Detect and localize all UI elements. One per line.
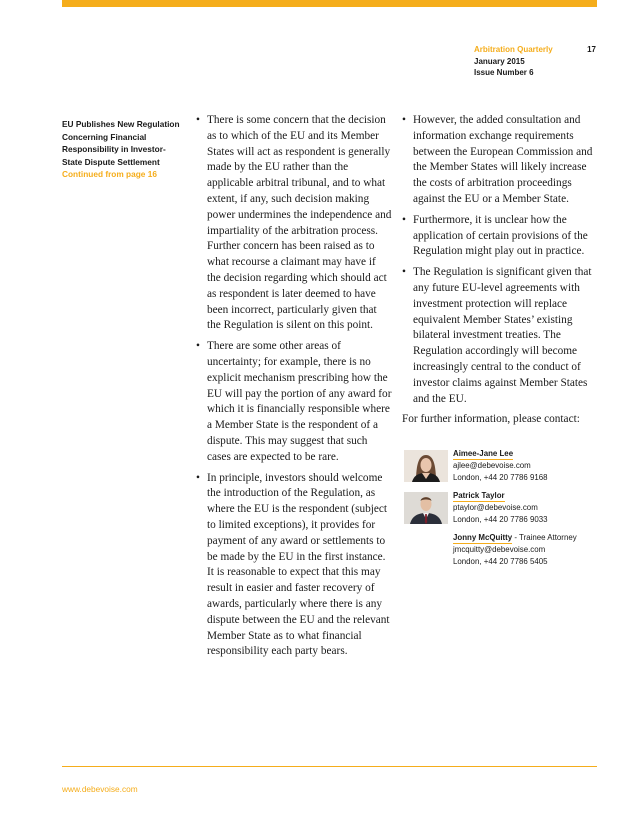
bullet-item: • In principle, investors should welcome the introduction of the Regulation, as where the EU is the respondent (subject to limited exceptions), it provides for payment of any award or settlements to be made by the EU in the first instance. It is reasonable to expect that this may result in easier and faster recovery of awards, particularly where there is any dispute between the EU and the relevant Member State as to what financial responsibility each party bears.: [196, 471, 392, 661]
bullet-item: • The Regulation is significant given that any future EU-level agreements with investment protection will replace equivalent Member States’ existing bilateral investment treaties. The Regulation accordingly will become increasingly central to the conduct of investor claims against Member States and the EU.: [402, 265, 599, 407]
footer-divider: [62, 766, 597, 767]
contact-phone: London, +44 20 7786 5405: [453, 556, 548, 566]
contact-name: Aimee-Jane Lee: [453, 449, 514, 458]
top-accent-bar: [62, 0, 597, 7]
bullet-list-left: [196, 113, 392, 660]
article-sidebar: [62, 118, 184, 181]
bullet-item: • However, the added consultation and information exchange requirements between the European Commission and the Member States will likely increase the costs of arbitration proceedings against the EU or a Member State.: [402, 113, 599, 208]
contact-card: [402, 532, 602, 567]
contact-intro: For further information, please contact:: [402, 413, 580, 426]
continued-from-link[interactable]: Continued from page 16: [62, 169, 157, 179]
bullet-item: • There is some concern that the decision as to which of the EU and its Member States will act as respondent is generally made by the EU rather than the applicable arbitral tribunal, and to what extent, if any, such decision making power undermines the independence and impartiality of the arbitration process. Further concern has been raised as to what recourse a claimant may have if the decision regarding which should act as respondent is later deemed to have been incorrect, particularly given that the Regulation is silent on this point.: [196, 113, 392, 334]
contact-phone: London, +44 20 7786 9033: [453, 514, 548, 524]
contact-email[interactable]: ptaylor@debevoise.com: [453, 503, 538, 512]
body-column-left: [196, 113, 392, 665]
contact-list: [402, 448, 602, 574]
contact-email[interactable]: jmcquitty@debevoise.com: [453, 545, 546, 554]
page-number: 17: [587, 45, 596, 54]
issue-date: January 2015: [474, 56, 525, 66]
contact-card: [402, 490, 602, 525]
body-column-right: [402, 113, 599, 436]
page-header: [474, 44, 598, 79]
contact-name: Patrick Taylor: [453, 491, 505, 500]
issue-number: Issue Number 6: [474, 68, 534, 77]
bullet-list-right: [402, 113, 599, 407]
avatar: [404, 492, 448, 524]
bullet-item: • Furthermore, it is unclear how the application of certain provisions of the Regulation might play out in practice.: [402, 213, 599, 260]
contact-name: Jonny McQuitty: [453, 533, 513, 542]
contact-role: - Trainee Attorney: [512, 533, 577, 542]
footer-website-link[interactable]: www.debevoise.com: [62, 784, 138, 794]
avatar: [404, 450, 448, 482]
contact-email[interactable]: ajlee@debevoise.com: [453, 461, 531, 470]
bullet-item: • There are some other areas of uncertainty; for example, there is no explicit mechanism prescribing how the EU will pay the portion of any award for which it is financially responsible where a Member State is the respondent of a dispute. This may suggest that such cases are expected to be rare.: [196, 339, 392, 465]
article-title: EU Publishes New Regulation Concerning Financial Responsibility in Investor-State Dispute Settlement: [62, 119, 180, 167]
contact-phone: London, +44 20 7786 9168: [453, 472, 548, 482]
publication-title: Arbitration Quarterly: [474, 45, 553, 54]
contact-card: [402, 448, 602, 483]
